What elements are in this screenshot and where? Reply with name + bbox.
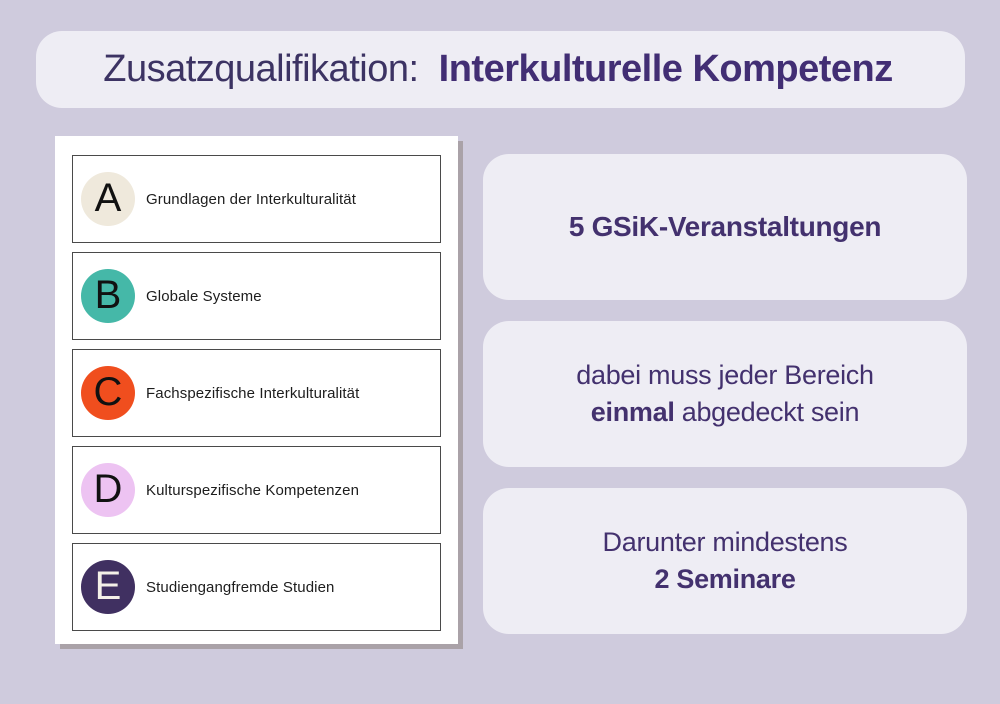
info-text-veranstaltungen: 5 GSiK-Veranstaltungen — [568, 211, 882, 242]
category-letter-badge-e: E — [81, 560, 135, 614]
category-letter-badge-c: C — [81, 366, 135, 420]
category-label-a: Grundlagen der Interkulturalität — [146, 190, 356, 208]
category-item-a — [72, 155, 441, 243]
page-title — [63, 5, 893, 134]
category-card — [55, 136, 458, 644]
category-letter-badge-a: A — [81, 172, 135, 226]
info-line — [603, 524, 848, 561]
category-label-b: Globale Systeme — [146, 287, 262, 305]
category-item-c — [72, 349, 441, 437]
info-box-veranstaltungen — [483, 154, 967, 300]
category-label-d: Kulturspezifische Kompetenzen — [146, 481, 360, 499]
category-letter-badge-d: D — [81, 463, 135, 517]
info-text-seminare-bold: 2 Seminare — [654, 564, 796, 594]
info-line — [569, 208, 881, 246]
title-prefix: Zusatzqualifikation: — [103, 48, 439, 90]
info-box-bereiche — [483, 321, 967, 467]
info-text-seminare-line1: Darunter mindestens — [602, 527, 848, 557]
category-label-e: Studiengangfremde Studien — [146, 578, 335, 596]
info-text-bereich-rest: abgedeckt sein — [674, 397, 860, 427]
info-line — [576, 357, 873, 394]
category-item-e — [72, 543, 441, 631]
category-item-d — [72, 446, 441, 534]
info-line — [654, 561, 795, 598]
category-letter-badge-b: B — [81, 269, 135, 323]
info-box-seminare — [483, 488, 967, 634]
category-item-b — [72, 252, 441, 340]
info-line — [591, 394, 859, 431]
category-label-c: Fachspezifische Interkulturalität — [146, 384, 360, 402]
info-text-bereich-bold: einmal — [590, 397, 675, 427]
title-banner — [36, 31, 965, 108]
info-text-bereich-line1: dabei muss jeder Bereich — [576, 360, 874, 390]
title-highlight: Interkulturelle Kompetenz — [438, 48, 893, 90]
